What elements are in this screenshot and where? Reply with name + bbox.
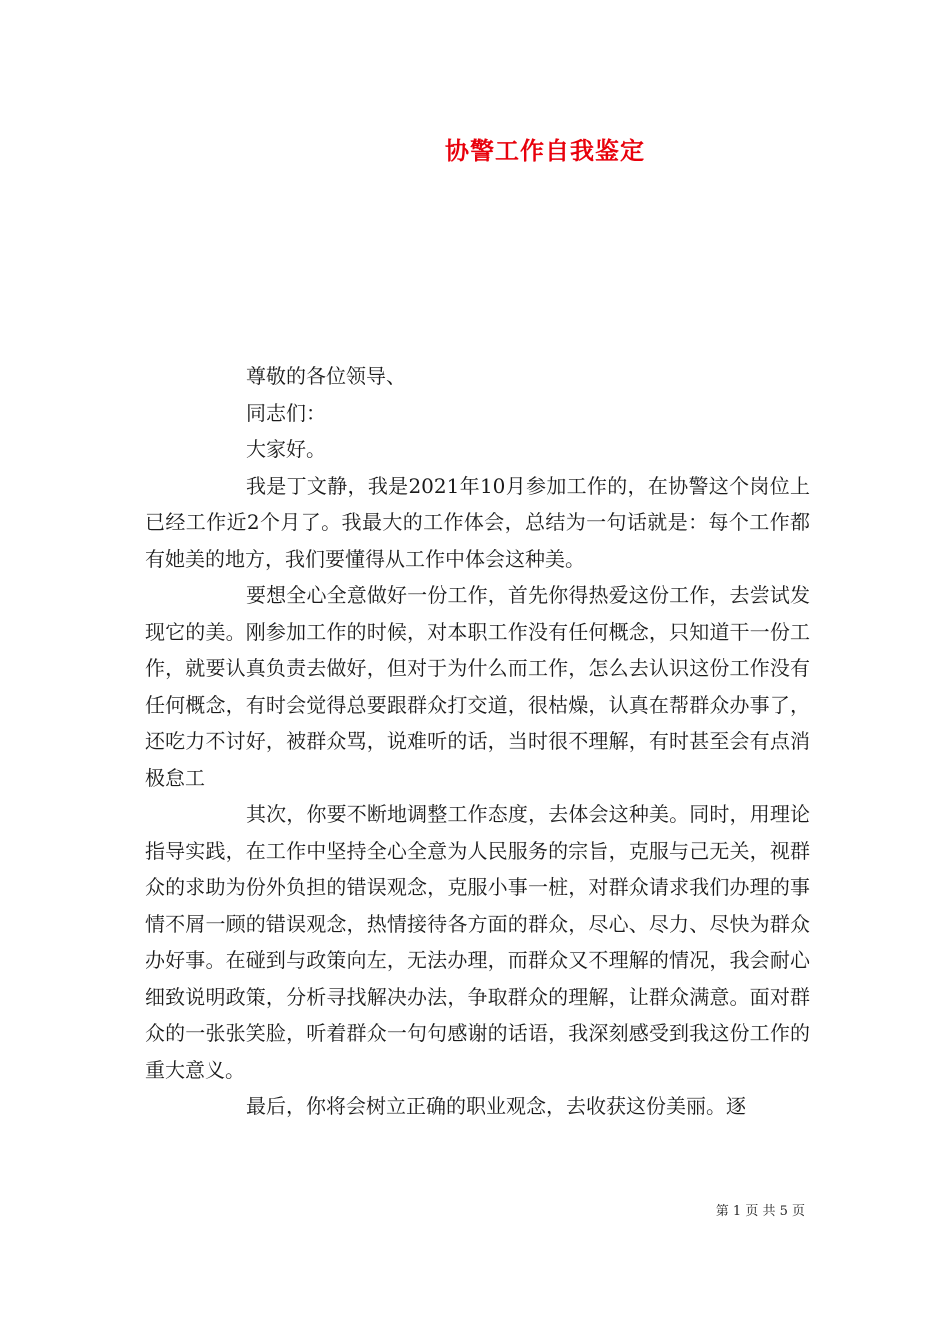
document-title: 协警工作自我鉴定: [445, 136, 645, 165]
salutation-line: 大家好。: [246, 437, 326, 461]
body-paragraph: 其次，你要不断地调整工作态度，去体会这种美。同时，用理论指导实践，在工作中坚持全心全意为人民服务的宗旨，克服与己无关，视群众的求助为份外负担的错误观念，克服小事一桩，对群众请求我们办理的事情不屑一顾的错误观念，热情接待各方面的群众，尽心、尽力、尽快为群众办好事。在碰到与政策向左，无法办理，而群众又不理解的情况，我会耐心细致说明政策，分析寻找解决办法，争取群众的理解，让群众满意。面对群众的一张张笑脸，听着群众一句句感谢的话语，我深刻感受到我这份工作的重大意义。: [145, 802, 810, 1082]
salutation-line: 同志们：: [246, 400, 326, 425]
body-paragraph: 最后，你将会树立正确的职业观念，去收获这份美丽。逐: [246, 1094, 746, 1118]
document-body: [145, 358, 810, 1125]
body-paragraph: 要想全心全意做好一份工作，首先你得热爱这份工作，去尝试发现它的美。刚参加工作的时候，对本职工作没有任何概念，只知道干一份工作，就要认真负责去做好，但对于为什么而工作，怎么去认识这份工作没有任何概念，有时会觉得总要跟群众打交道，很枯燥，认真在帮群众办事了，还吃力不讨好，被群众骂，说难听的话，当时很不理解，有时甚至会有点消极怠工: [145, 583, 810, 790]
page-number-footer: 第 1 页 共 5 页: [715, 1204, 805, 1219]
salutation-line: 尊敬的各位领导、: [246, 364, 406, 388]
body-paragraph: 我是丁文静，我是2021年10月参加工作的，在协警这个岗位上已经工作近2个月了。我最大的工作体会，总结为一句话就是：每个工作都有她美的地方，我们要懂得从工作中体会这种美。: [145, 473, 810, 571]
